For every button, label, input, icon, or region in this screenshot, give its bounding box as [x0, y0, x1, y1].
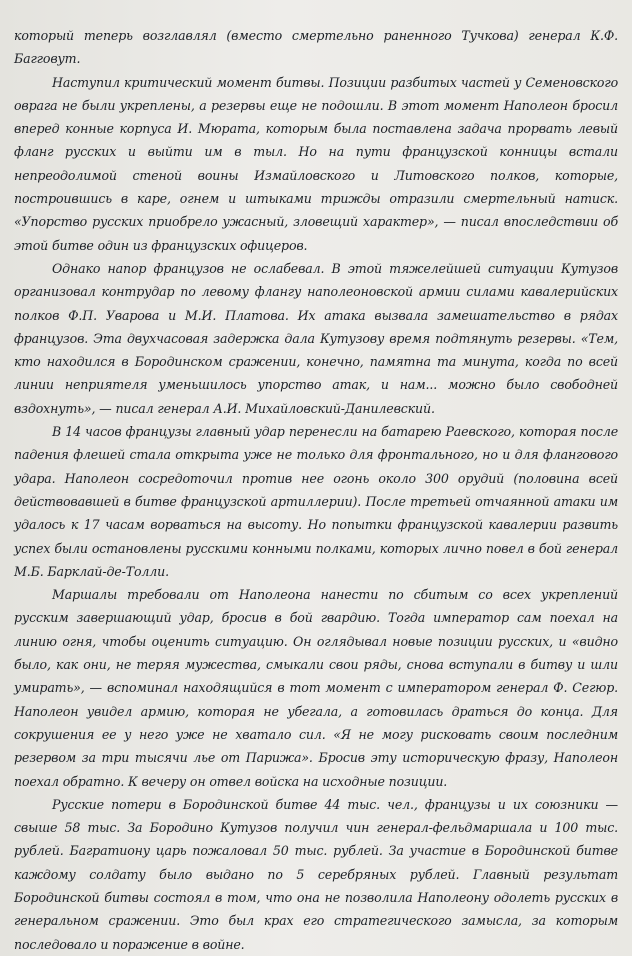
paragraph-6: Русские потери в Бородинской битве 44 тыс. чел., французы и их союзники — свыше 58 тыс. За Бородино Кутузов получил чин генерал-фельдмаршала и 100 тыс. рублей. Багратиону царь пожаловал 50 тыс. рублей. За участие в Бородинской битве каждому солдату было выдано по 5 серебряных рублей. Главный результат Бородинской битвы состоял в том, что она не позволила Наполеону одолеть русских в генеральном сражении. Это был крах его стратегического замысла, за которым последовало и поражение в войне.	[14, 796, 618, 952]
paragraph-3: Однако напор французов не ослабевал. В этой тяжелейшей ситуации Кутузов организовал контрудар по левому флангу наполеоновской армии силами кавалерийских полков Ф.П. Уварова и М.И. Платова. Их атака вызвала замешательство в рядах французов. Эта двухчасовая задержка дала Кутузову время подтянуть резервы. «Тем, кто находился в Бородинском сражении, конечно, памятна та минута, когда по всей линии неприятеля уменьшилось упорство атак, и нам... можно было свободней вздохнуть», — писал генерал А.И. Михайловский-Данилевский.	[14, 260, 618, 416]
paragraph-1: который теперь возглавлял (вместо смертельно раненного Тучкова) генерал К.Ф. Багговут.	[14, 28, 618, 67]
paragraph-5: Маршалы требовали от Наполеона нанести по сбитым со всех укреплений русским завершающий удар, бросив в бой гвардию. Тогда император сам поехал на линию огня, чтобы оценить ситуацию. Он оглядывал новые позиции русских, и «видно было, как они, не теряя мужества, смыкали свои ряды, снова вступали в битву и шли умирать», — вспоминал находящийся в тот момент с императором генерал Ф. Сегюр. Наполеон увидел армию, которая не убегала, а готовилась драться до конца. Для сокрушения ее у него уже не хватало сил. «Я не могу рисковать своим последним резервом за три тысячи лье от Парижа». Бросив эту историческую фразу, Наполеон поехал обратно. К вечеру он отвел войска на исходные позиции.	[14, 587, 618, 789]
paragraph-4: В 14 часов французы главный удар перенесли на батарею Раевского, которая после падения флешей стала открыта уже не только для фронтального, но и для флангового удара. Наполеон сосредоточил против нее огонь около 300 орудий (половина всей действовавшей в битве французской артиллерии). После третьей отчаянной атаки им удалось к 17 часам ворваться на высоту. Но попытки французской кавалерии развить успех были остановлены русскими конными полками, которых лично повел в бой генерал М.Б. Барклай-де-Толли.	[14, 424, 618, 579]
paragraph-2: Наступил критический момент битвы. Позиции разбитых частей у Семеновского оврага не были укреплены, а резервы еще не подошли. В этот момент Наполеон бросил вперед конные корпуса И. Мюрата, которым была поставлена задача прорвать левый фланг русских и выйти им в тыл. Но на пути французской конницы встали непреодолимой стеной воины Измайловского и Литовского полков, которые, построившись в каре, огнем и штыками трижды отразили смертельный натиск. «Упорство русских приобрело ужасный, зловещий характер», — писал впоследствии об этой битве один из французских офицеров.	[14, 74, 618, 253]
